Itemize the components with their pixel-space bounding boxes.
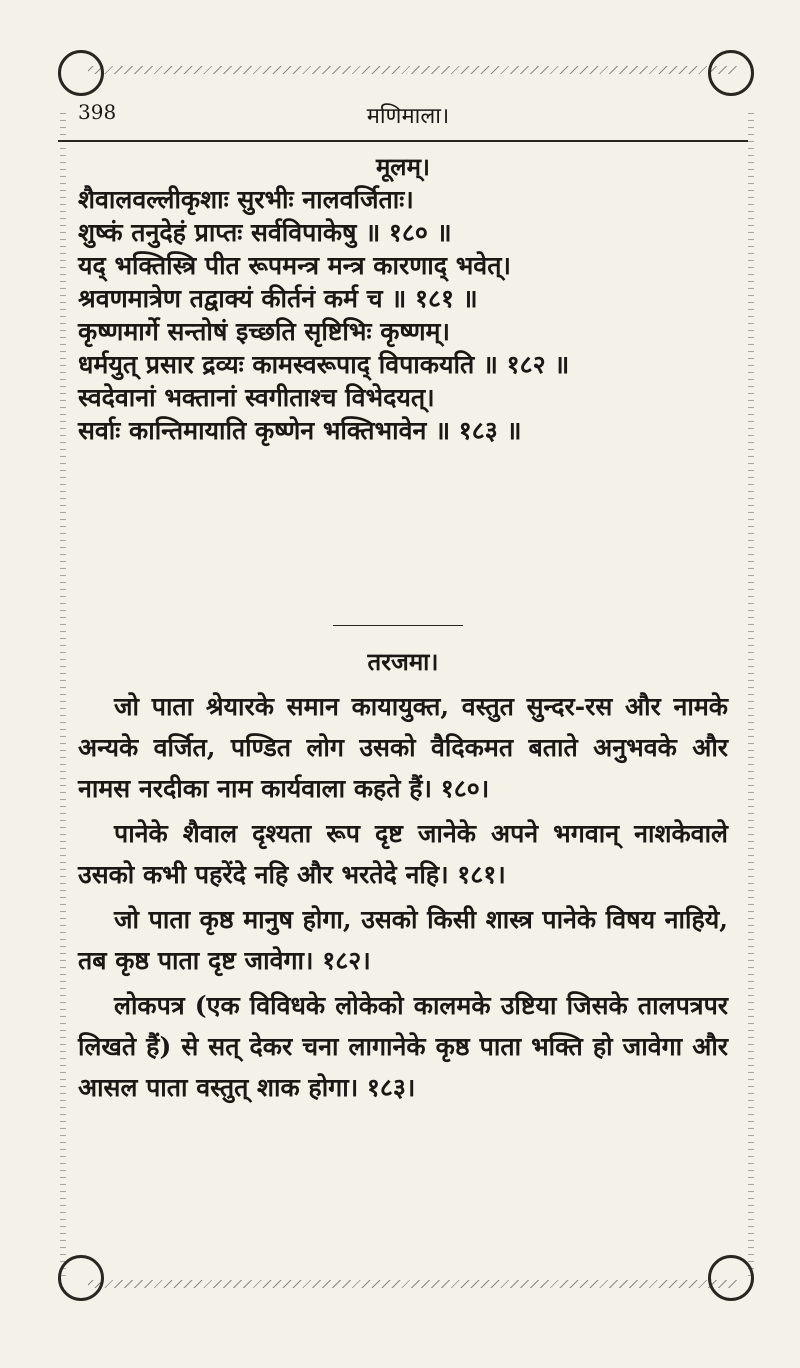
verse-heading: मूलम्।: [375, 152, 431, 181]
translation-paragraph: जो पाता श्रेयारके समान कायायुक्त, वस्तुत सुन्दर-रस और नामके अन्यके वर्जित, पण्डित लोग उसको वैदिकमत बताते अनुभवके और नामस नरदीका नाम कार्यवाला कहते हैं। १८०।: [78, 692, 728, 803]
verse-line: कृष्णमार्गे सन्तोषं इच्छति सृष्टिभिः कृष्णम्।: [78, 317, 450, 346]
corner-ornament-icon: [708, 1255, 754, 1301]
translation-paragraph: लोकपत्र (एक विविधके लोकेको कालमके उष्टिया जिसके तालपत्रपर लिखते हैं) से सत् देकर चना लागानेके कृष्ठ पाता भक्ति हो जावेगा और आसल पाता वस्तुत् शाक होगा। १८३।: [78, 991, 728, 1102]
section-divider: [333, 625, 463, 626]
page-header: [58, 100, 748, 140]
running-head: मणिमाला।: [366, 104, 450, 129]
verse-line: शुष्कं तनुदेहं प्राप्तः सर्वविपाकेषु ॥ १८० ॥: [78, 218, 452, 247]
corner-ornament-icon: [58, 50, 104, 96]
verse-line: यद् भक्तिस्त्रि पीत रूपमन्त्र मन्त्र कारणाद् भवेत्।: [78, 251, 511, 280]
verse-line: स्वदेवानां भक्तानां स्वगीताश्च विभेदयत्।: [78, 383, 435, 412]
verse-line: श्रवणमात्रेण तद्वाक्यं कीर्तनं कर्म च ॥ १८१ ॥: [78, 284, 478, 313]
verse-line: धर्मयुत् प्रसार द्रव्यः कामस्वरूपाद् विपाकयति ॥ १८२ ॥: [78, 350, 570, 379]
corner-ornament-icon: [58, 1255, 104, 1301]
decorative-border-right: [748, 110, 754, 1280]
verse-section: [78, 150, 728, 447]
decorative-border-left: [60, 110, 66, 1280]
translation-section: [78, 645, 728, 1112]
translation-paragraph: पानेके शैवाल दृश्यता रूप दृष्ट जानेके अपने भगवान् नाशकेवाले उसको कभी पहरेंदे नहि और भरतेदे नहि। १८१।: [78, 819, 728, 889]
corner-ornament-icon: [708, 50, 754, 96]
decorative-border-bottom: [88, 1280, 738, 1288]
verse-line: शैवालवल्लीकृशाः सुरभीः नालवर्जिताः।: [78, 185, 414, 214]
header-rule: [58, 140, 748, 142]
book-page: [58, 50, 758, 1300]
verse-line: सर्वाः कान्तिमायाति कृष्णेन भक्तिभावेन ॥ १८३ ॥: [78, 416, 522, 445]
translation-heading: तरजमा।: [367, 647, 439, 676]
decorative-border-top: [88, 66, 738, 74]
translation-paragraph: जो पाता कृष्ठ मानुष होगा, उसको किसी शास्त्र पानेके विषय नाहिये, तब कृष्ठ पाता दृष्ट जावेगा। १८२।: [78, 905, 728, 975]
page-number: 398: [78, 100, 117, 124]
